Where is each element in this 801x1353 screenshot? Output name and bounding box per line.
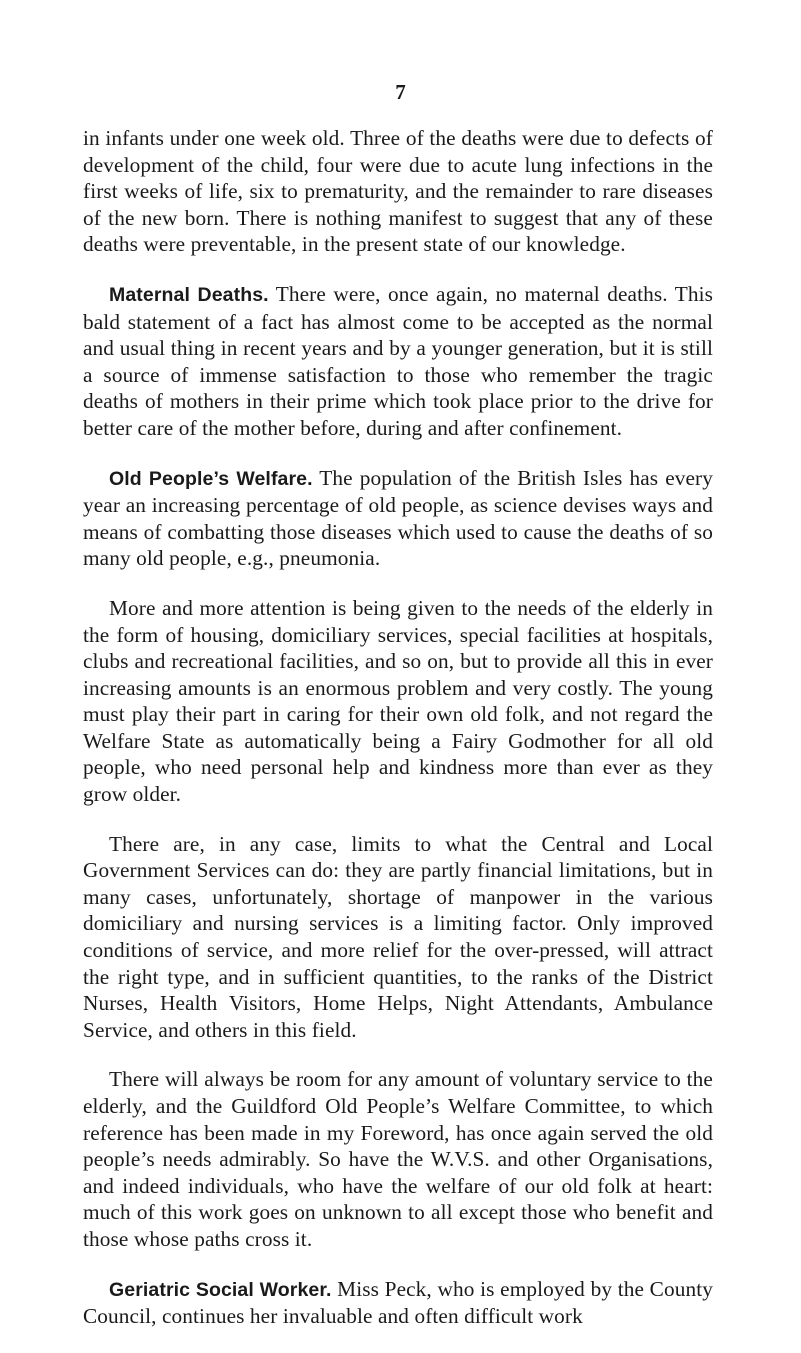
paragraph-text: in infants under one week old. Three of the deaths were due to defects of development of the child, four were due to acute lung infections in the first weeks of life, six to prematurity, and the remainder to rare diseases of the new born. There is nothing manifest to suggest that any of these deaths were preventable, in the present state of our knowledge. [83,126,713,257]
paragraph-text: There were, once again, no maternal deaths. This bald statement of a fact has almost come to be accepted as the normal and usual thing in recent years and by a younger generation, but it is still a source of immense satisfaction to those who remember the tragic deaths of mothers in their prime which took place prior to the drive for better care of the mother before, during and after confinement. [83,281,713,440]
paragraph-text: The population of the British Isles has every year an increasing percentage of old people, as science devises ways and means of combatting those diseases which used to cause the deaths of so many old people, e.g., pneumonia. [83,465,713,571]
paragraph-text: More and more attention is being given to the needs of the elderly in the form of housing, domiciliary services, special facilities at hospitals, clubs and recreational facilities, and so on, but to provide all this in ever increasing amounts is an enormous problem and very costly. The young must play their part in caring for their own old folk, and not regard the Welfare State as automatically being a Fairy Godmother for all old people, who need personal help and kindness more than ever as they grow older. [83,595,713,807]
paragraph-old-peoples-welfare [83,465,713,572]
section-heading-old-peoples-welfare: Old People’s Welfare. [109,467,313,490]
paragraph-infant-deaths [83,125,713,258]
paragraph-voluntary-service [83,1066,713,1252]
paragraph-text: There will always be room for any amount of voluntary service to the elderly, and the Guildford Old People’s Welfare Committee, to which reference has been made in my Foreword, has once again served the old people’s needs admirably. So have the W.V.S. and other Organisations, and indeed individuals, who have the welfare of our old folk at heart: much of this work goes on unknown to all except those who benefit and those whose paths cross it. [83,1067,713,1251]
paragraph-attention-elderly [83,595,713,808]
section-heading-geriatric-social-worker: Geriatric Social Worker. [109,1278,332,1301]
body-text [83,125,713,1353]
paragraph-maternal-deaths [83,281,713,442]
paragraph-text: Miss Peck, who is employed by the County Council, continues her invaluable and often difficult work [83,1276,713,1329]
paragraph-text: There are, in any case, limits to what the Central and Local Government Services can do: they are partly financial limitations, but in many cases, unfortunately, shortage of manpower in the various domiciliary and nursing services is a limiting factor. Only improved conditions of service, and more relief for the over-pressed, will attract the right type, and in sufficient quantities, to the ranks of the District Nurses, Health Visitors, Home Helps, Night Attendants, Ambulance Service, and others in this field. [83,831,713,1042]
paragraph-geriatric-social-worker [83,1276,713,1330]
page-number: 7 [395,80,406,104]
paragraph-limits-services [83,831,713,1044]
section-heading-maternal-deaths: Maternal Deaths. [109,283,269,306]
